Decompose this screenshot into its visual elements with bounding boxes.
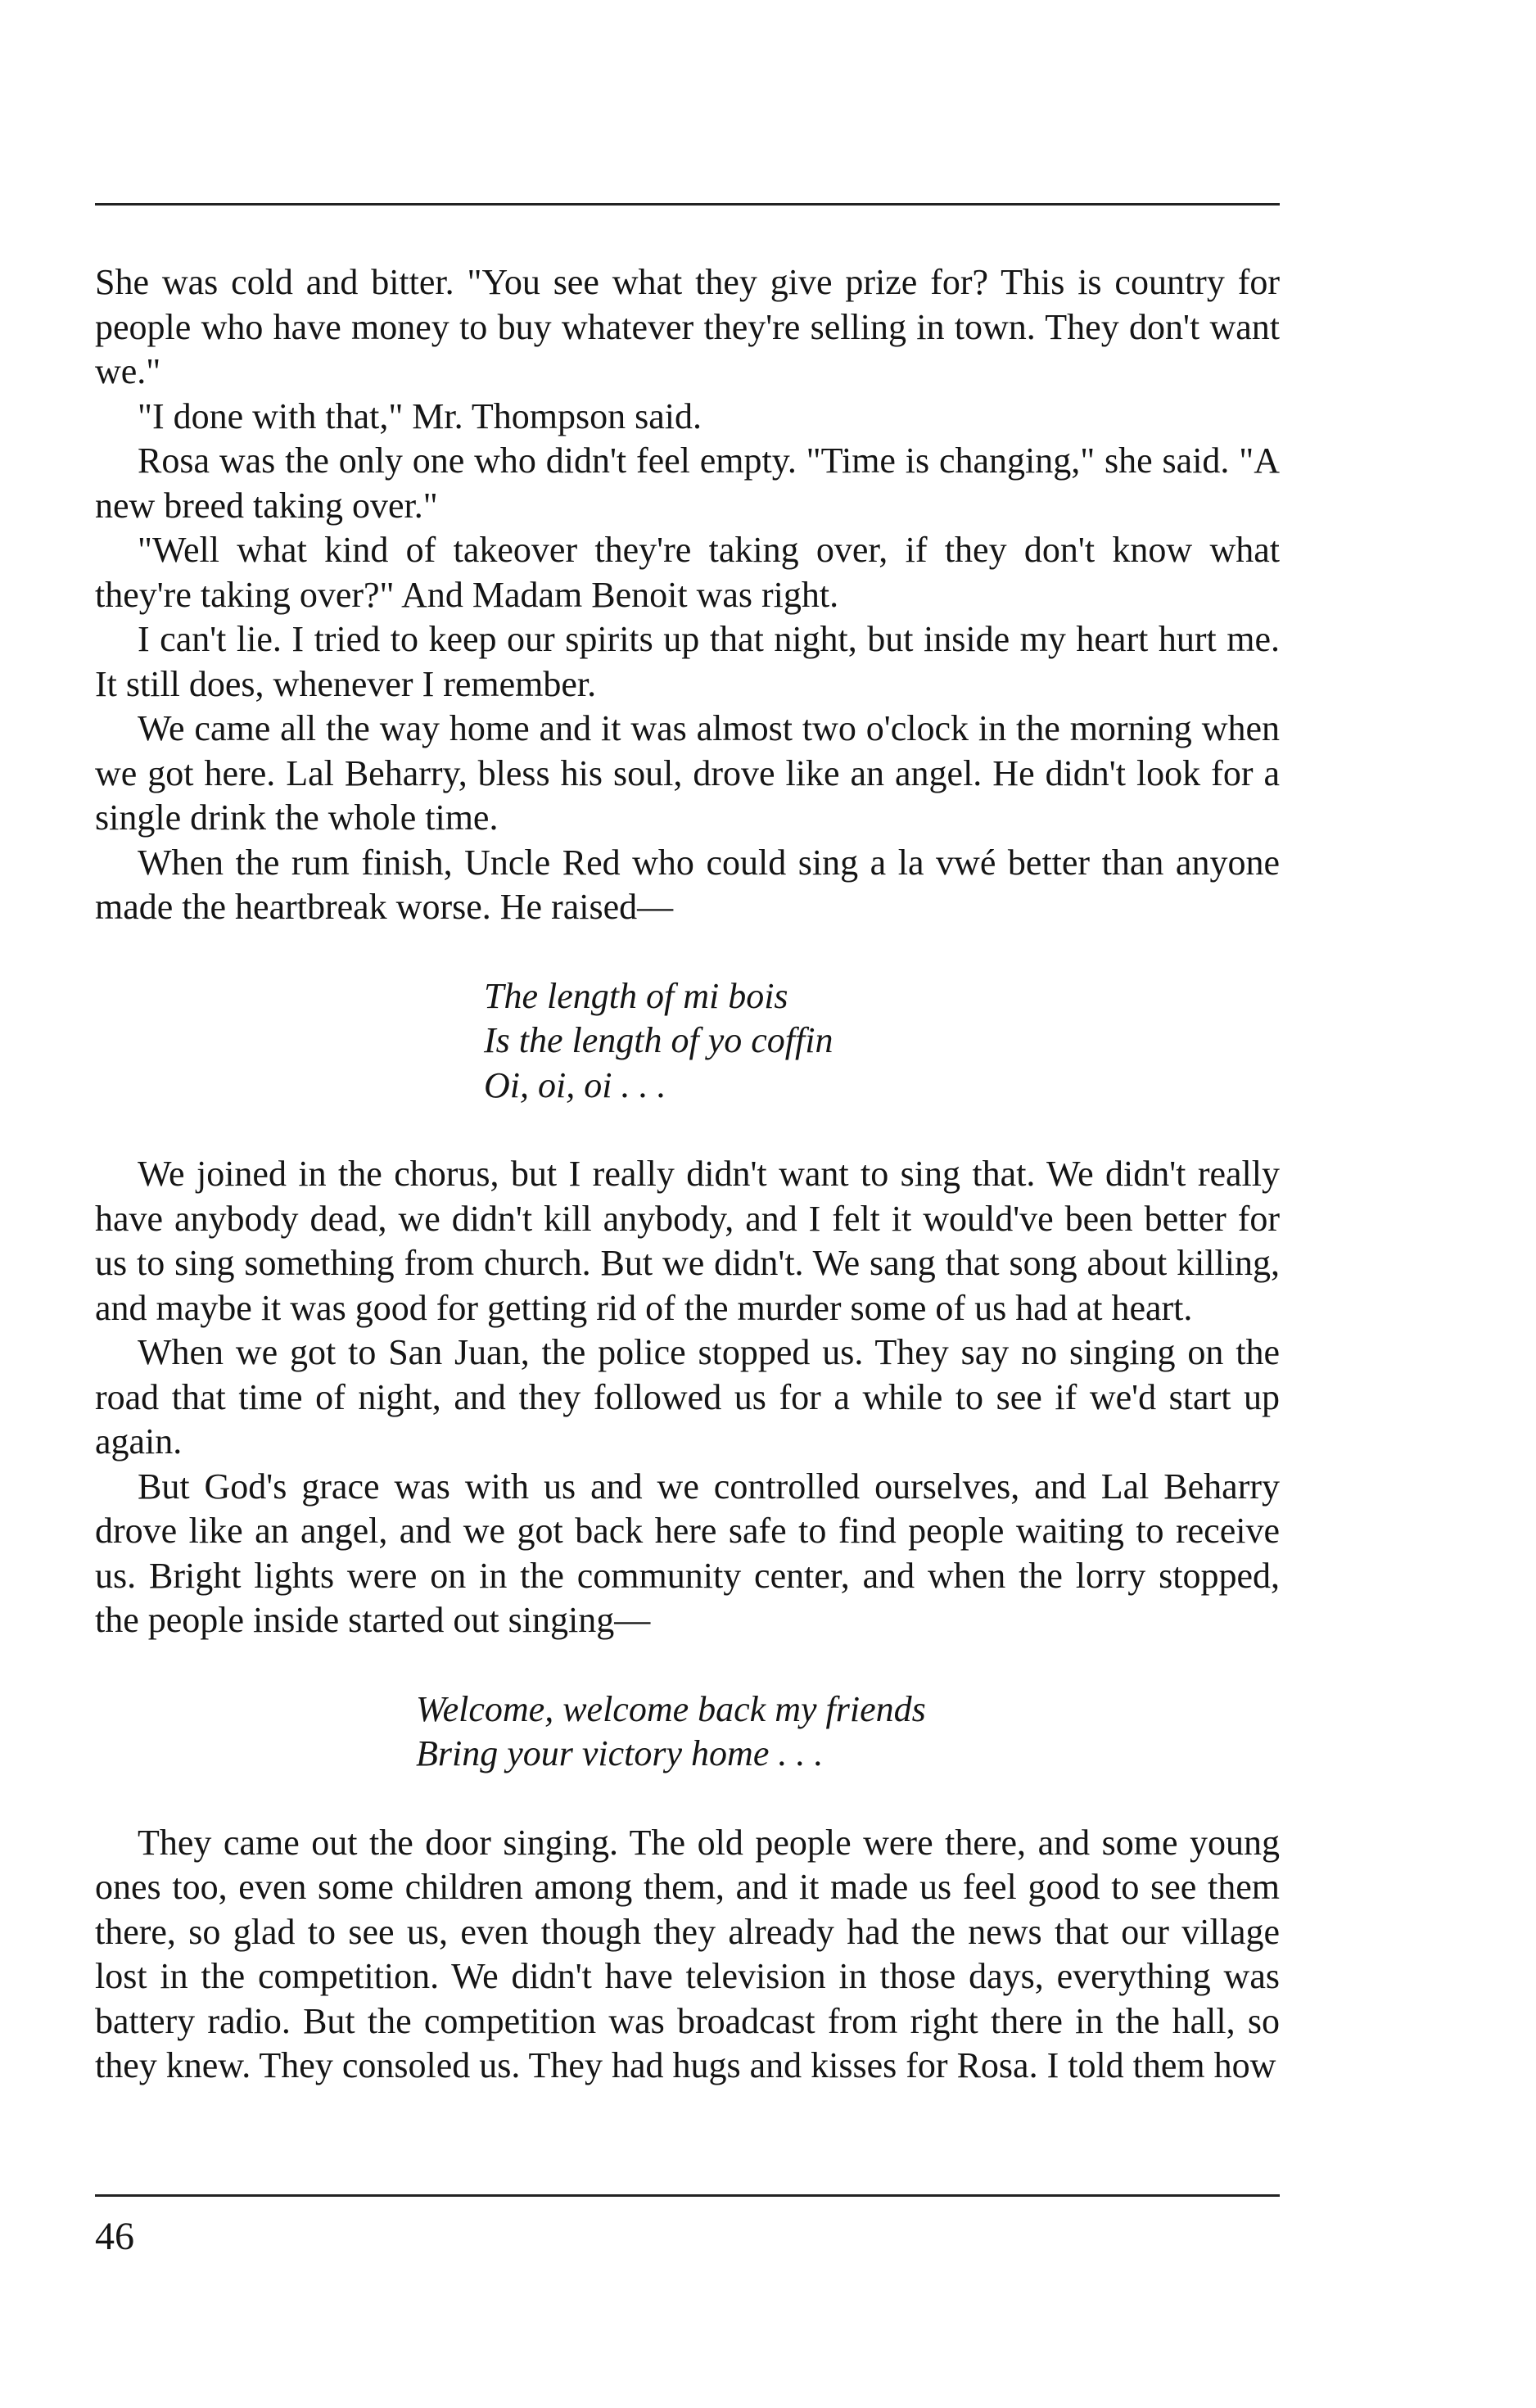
- page-body: [95, 260, 1280, 2089]
- paragraph: "Well what kind of takeover they're taking over, if they don't know what they're taking over?" And Madam Benoit was right.: [95, 530, 1280, 615]
- page-number: 46: [95, 2215, 134, 2258]
- bottom-rule: [95, 2194, 1280, 2197]
- paragraph: She was cold and bitter. "You see what they give prize for? This is country for people who have money to buy whatever they're selling in town. They don't want we.": [95, 262, 1280, 391]
- paragraph: But God's grace was with us and we controlled ourselves, and Lal Beharry drove like an angel, and we got back here safe to find people waiting to receive us. Bright lights were on in the community center, and when the lorry stopped, the people inside started out singing—: [95, 1466, 1280, 1640]
- paragraph: We came all the way home and it was almost two o'clock in the morning when we got here. Lal Beharry, bless his soul, drove like an angel. He didn't look for a single drink the whole time.: [95, 708, 1280, 838]
- paragraph: When the rum finish, Uncle Red who could sing a la vwé better than anyone made the heartbreak worse. He raised—: [95, 842, 1280, 927]
- paragraph: When we got to San Juan, the police stopped us. They say no singing on the road that time of night, and they followed us for a while to see if we'd start up again.: [95, 1332, 1280, 1462]
- paragraph: They came out the door singing. The old people were there, and some young ones too, even some children among them, and it made us feel good to see them there, so glad to see us, even though they already had the news that our village lost in the competition. We didn't have television in those days, everything was battery radio. But the competition was broadcast from right there in the hall, so they knew. They consoled us. They had hugs and kisses for Rosa. I told them how: [95, 1822, 1280, 2085]
- paragraph: Rosa was the only one who didn't feel empty. "Time is changing," she said. "A new breed taking over.": [95, 440, 1280, 526]
- song-verse-welcome: Welcome, welcome back my friends Bring your victory home . . .: [416, 1688, 926, 1773]
- paragraph: "I done with that," Mr. Thompson said.: [138, 395, 702, 436]
- top-rule: [95, 203, 1280, 206]
- paragraph: I can't lie. I tried to keep our spirits up that night, but inside my heart hurt me. It still does, whenever I remember.: [95, 619, 1280, 704]
- song-verse-coffin: The length of mi bois Is the length of yo coffin Oi, oi, oi . . .: [484, 975, 834, 1105]
- paragraph: We joined in the chorus, but I really didn't want to sing that. We didn't really have anybody dead, we didn't kill anybody, and I felt it would've been better for us to sing something from church. But we didn't. We sang that song about killing, and maybe it was good for getting rid of the murder some of us had at heart.: [95, 1154, 1280, 1328]
